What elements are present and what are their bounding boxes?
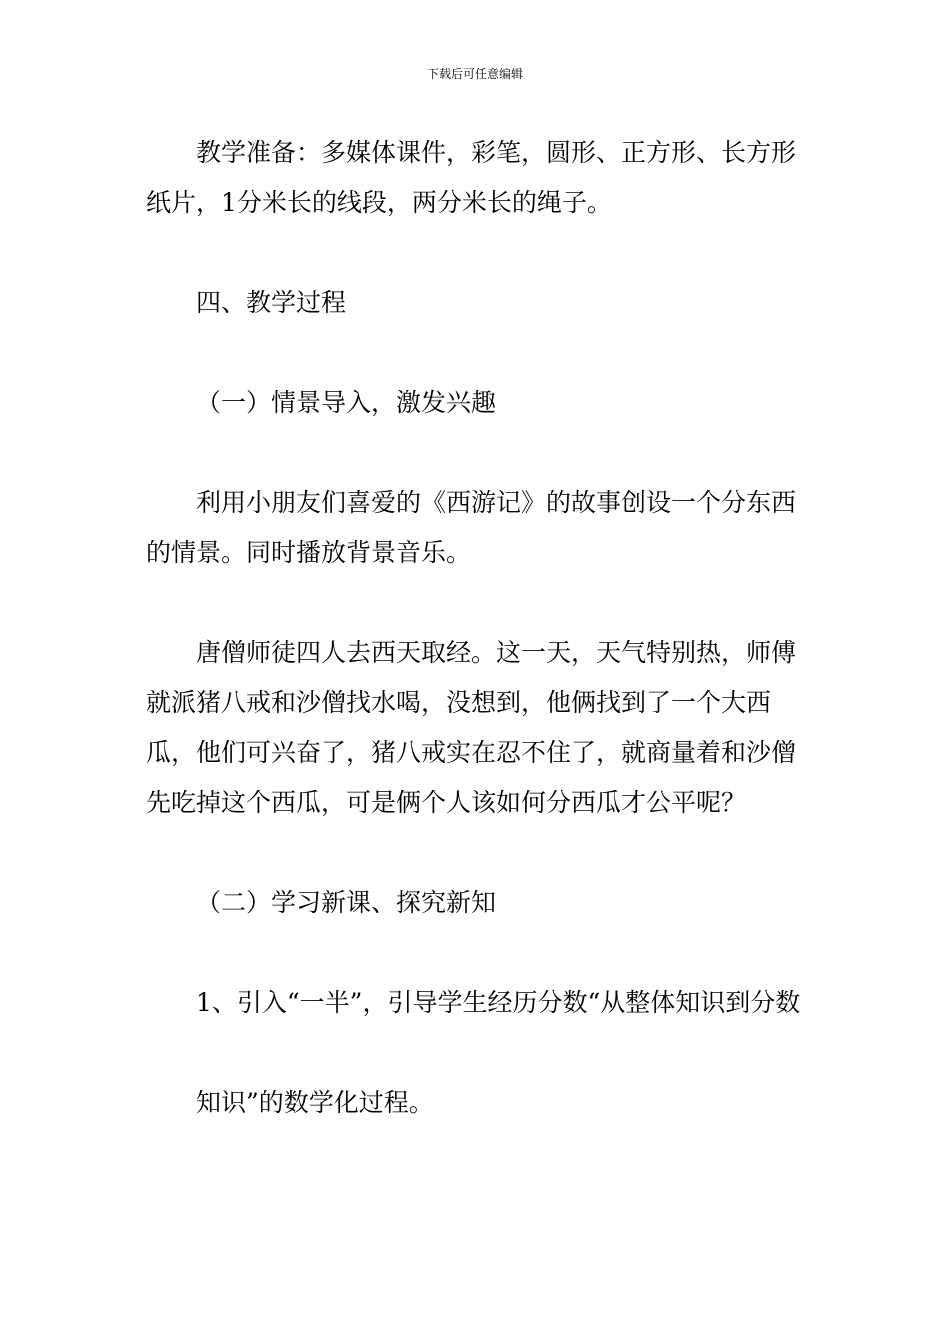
paragraph-gap <box>146 1028 806 1078</box>
paragraph-gap <box>146 828 806 878</box>
paragraph-gap <box>146 228 806 278</box>
subsection-heading-intro: （一）情景导入，激发兴趣 <box>196 388 497 417</box>
subsection-heading-new-lesson: （二）学习新课、探究新知 <box>196 888 497 917</box>
section-heading-teaching-process: 四、教学过程 <box>196 288 347 317</box>
paragraph-math-process: 知识”的数学化过程。 <box>196 1088 434 1117</box>
paragraph-gap <box>146 578 806 628</box>
paragraph-gap <box>146 428 806 478</box>
paragraph-scenario: 利用小朋友们喜爱的《西游记》的故事创设一个分东西的情景。同时播放背景音乐。 <box>146 488 797 567</box>
paragraph-gap <box>146 328 806 378</box>
page-header-note: 下载后可任意编辑 <box>426 67 523 81</box>
paragraph-half-intro: 1、引入“一半”，引导学生经历分数“从整体知识到分数 <box>196 988 801 1017</box>
document-body <box>146 128 806 1128</box>
paragraph-story: 唐僧师徒四人去西天取经。这一天，天气特别热，师傅就派猪八戒和沙僧找水喝，没想到，他俩找到了一个大西瓜，他们可兴奋了，猪八戒实在忍不住了，就商量着和沙僧先吃掉这个西瓜，可是俩个人该如何分西瓜才公平呢？ <box>146 638 797 817</box>
paragraph-gap <box>146 928 806 978</box>
paragraph-preparation: 教学准备：多媒体课件，彩笔，圆形、正方形、长方形纸片，1分米长的线段，两分米长的绳子。 <box>146 138 797 217</box>
